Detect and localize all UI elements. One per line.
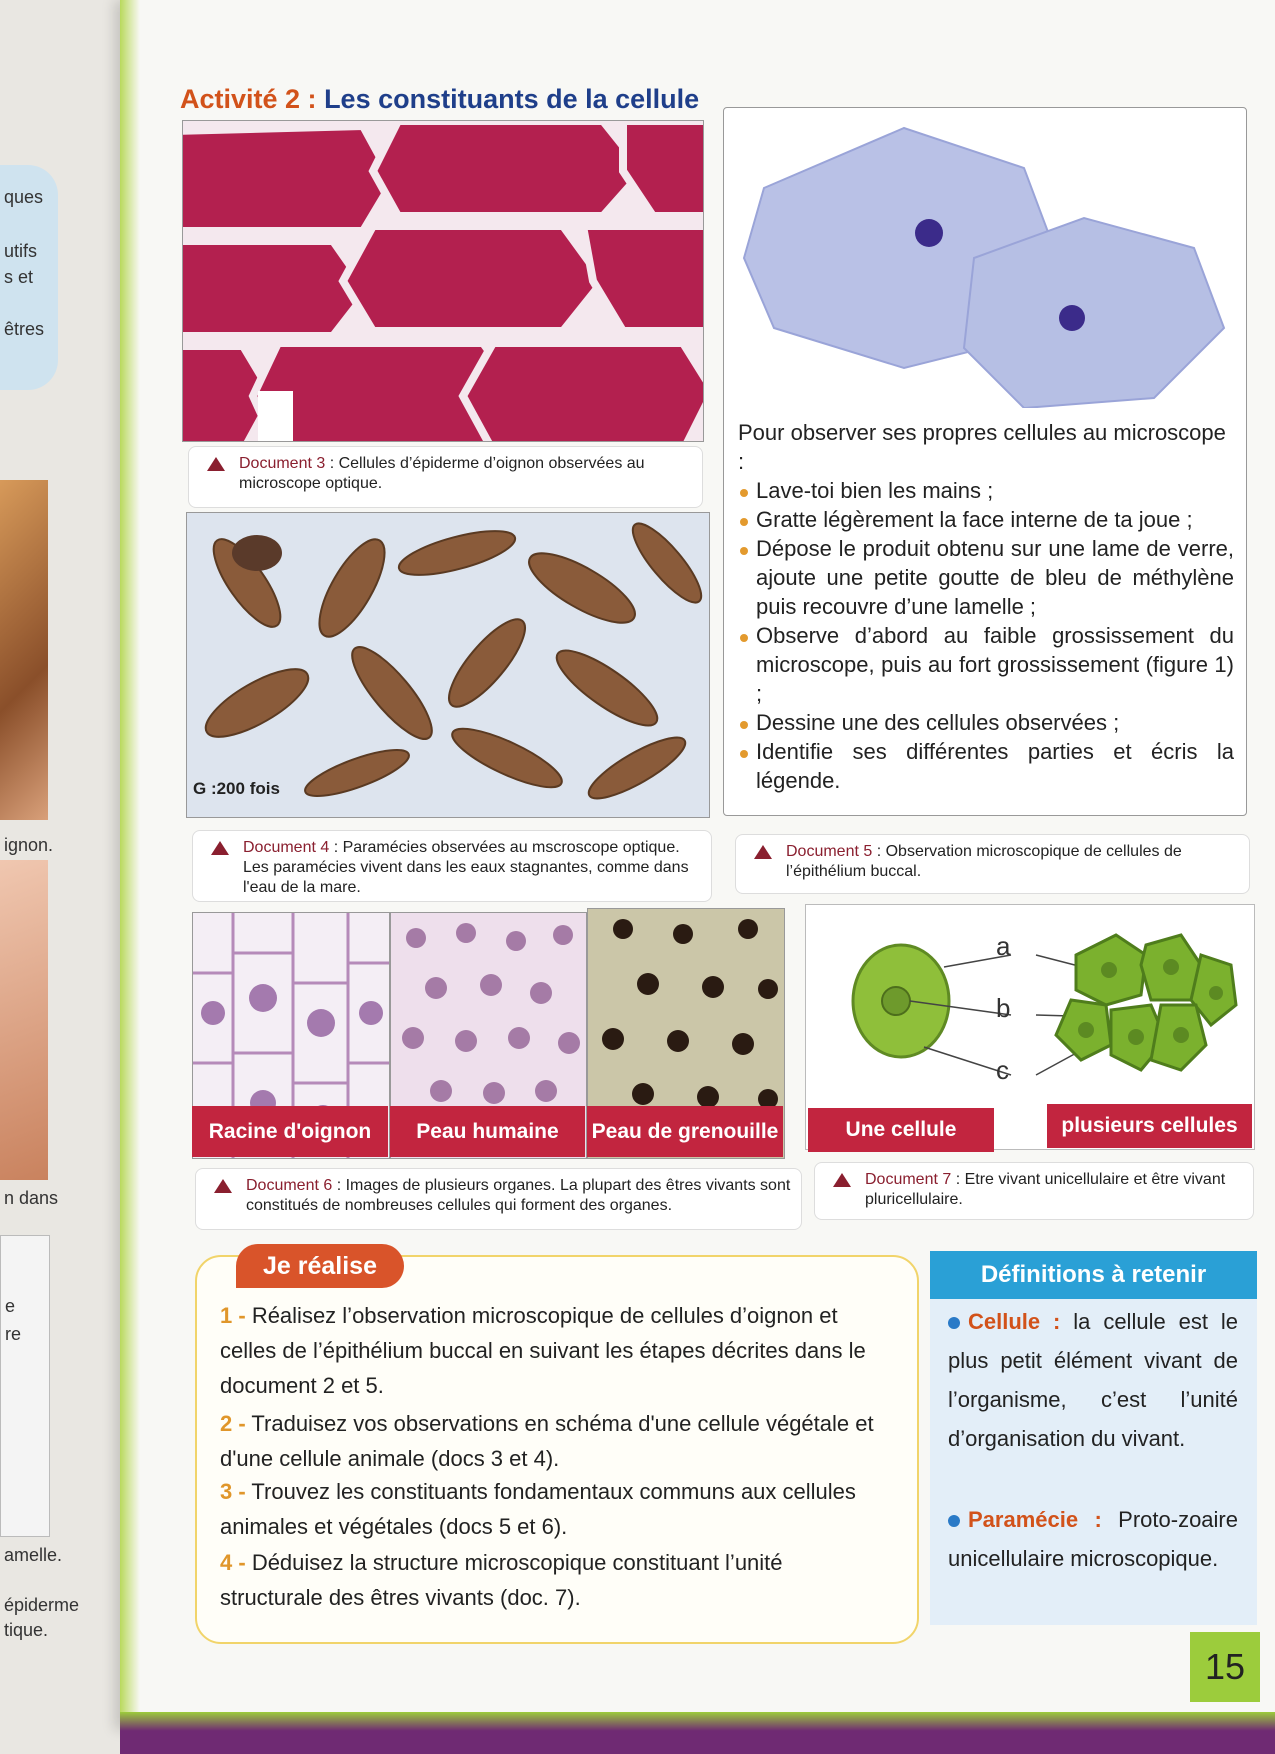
question-text: Réalisez l’observation microscopique de cellules d’oignon et celles de l’épithélium buccal en suivant les étapes décrites dans le document 2 et 5. bbox=[220, 1303, 866, 1398]
caption-text: : Images de plusieurs organes. La plupart des êtres vivants sont constitués de nombreuses cellules qui forment des organes. bbox=[246, 1177, 791, 1214]
definition-term: Cellule : bbox=[968, 1309, 1061, 1334]
paramecia-photo bbox=[186, 512, 710, 818]
document-4-caption bbox=[192, 830, 712, 902]
question-text: Traduisez vos observations en schéma d'une cellule végétale et d'une cellule animale (docs 3 et 4). bbox=[220, 1411, 874, 1471]
caption-text: : Etre vivant unicellulaire et être vivant pluricellulaire. bbox=[865, 1171, 1226, 1208]
definition-item bbox=[948, 1500, 1238, 1578]
question-item bbox=[220, 1474, 890, 1544]
prev-fragment: s et bbox=[4, 267, 34, 287]
bullet-icon bbox=[948, 1515, 960, 1527]
document-label: Document 7 bbox=[865, 1171, 952, 1188]
triangle-icon bbox=[754, 845, 772, 859]
triangle-icon bbox=[211, 841, 229, 855]
page-number: 15 bbox=[1190, 1632, 1260, 1702]
document-label: Document 6 bbox=[246, 1177, 333, 1194]
page-title bbox=[180, 84, 699, 115]
triangle-icon bbox=[207, 457, 225, 471]
definition-text: Proto-zoaire unicellulaire microscopique. bbox=[948, 1507, 1238, 1571]
definition-item bbox=[948, 1302, 1238, 1458]
definition-term: Paramécie : bbox=[968, 1507, 1102, 1532]
organ-label-onion-root: Racine d'oignon bbox=[192, 1106, 388, 1157]
instructions-intro: Pour observer ses propres cellules au microscope : bbox=[738, 420, 1226, 474]
question-item bbox=[220, 1545, 890, 1615]
document-label: Document 5 bbox=[786, 843, 873, 860]
prev-fragment: tique. bbox=[4, 1620, 49, 1640]
step-item: Lave-toi bien les mains ; bbox=[738, 476, 1234, 505]
buccal-cells-illustration bbox=[724, 108, 1246, 408]
multiple-cells-label: plusieurs cellules bbox=[1047, 1104, 1252, 1148]
organ-label-frog-skin: Peau de grenouille bbox=[587, 1106, 783, 1157]
cell-letter-b: b bbox=[996, 993, 1011, 1023]
magnification-label: G :200 fois bbox=[193, 779, 280, 798]
prev-photo bbox=[0, 860, 48, 1180]
definitions-title: Définitions à retenir bbox=[930, 1251, 1257, 1299]
prev-fragment: amelle. bbox=[4, 1545, 63, 1565]
onion-epidermis-photo bbox=[182, 120, 704, 442]
document-5-caption bbox=[735, 834, 1250, 894]
question-text: Trouvez les constituants fondamentaux communs aux cellules animales et végétales (docs 5 et 6). bbox=[220, 1479, 856, 1539]
document-7-caption bbox=[814, 1162, 1254, 1220]
step-item: Dépose le produit obtenu sur une lame de verre, ajoute une petite goutte de bleu de méthylène puis recouvre d’une lamelle ; bbox=[738, 534, 1234, 621]
step-item: Observe d’abord au faible grossissement du microscope, puis au fort grossissement (figure 1) ; bbox=[738, 621, 1234, 708]
cell-letter-c: c bbox=[996, 1055, 1009, 1085]
je-realise-title: Je réalise bbox=[236, 1244, 404, 1288]
question-item bbox=[220, 1298, 890, 1403]
prev-fragment: ignon. bbox=[4, 835, 54, 855]
prev-fragment: utifs bbox=[4, 241, 38, 261]
bullet-icon bbox=[948, 1317, 960, 1329]
document-label: Document 3 bbox=[239, 455, 326, 472]
definition-text: la cellule est le plus petit élément vivant de l’organisme, c’est l’unité d’organisation du vivant. bbox=[948, 1309, 1238, 1451]
prev-fragment: ques bbox=[4, 187, 44, 207]
step-item: Dessine une des cellules observées ; bbox=[738, 708, 1234, 737]
caption-text: : Paramécies observées au mscroscope optique. Les paramécies vivent dans les eaux stagnantes, comme dans l'eau de la mare. bbox=[243, 839, 689, 896]
question-item bbox=[220, 1406, 890, 1476]
triangle-icon bbox=[214, 1179, 232, 1193]
previous-page-tab bbox=[0, 165, 58, 390]
triangle-icon bbox=[833, 1173, 851, 1187]
step-item: Gratte légèrement la face interne de ta joue ; bbox=[738, 505, 1234, 534]
cells-diagram bbox=[806, 905, 1254, 1095]
document-label: Document 4 bbox=[243, 839, 330, 856]
activity-title: Les constituants de la cellule bbox=[324, 84, 700, 114]
question-number: 4 - bbox=[220, 1550, 246, 1575]
cell-letter-a: a bbox=[996, 931, 1011, 961]
prev-photo bbox=[0, 480, 48, 820]
step-item: Identifie ses différentes parties et écris la légende. bbox=[738, 737, 1234, 795]
observation-instructions bbox=[738, 418, 1234, 795]
caption-text: : Cellules d’épiderme d’oignon observées au microscope optique. bbox=[239, 455, 645, 492]
question-number: 1 - bbox=[220, 1303, 246, 1328]
question-number: 3 - bbox=[220, 1479, 246, 1504]
prev-fragment: épiderme bbox=[4, 1595, 80, 1615]
prev-frame bbox=[0, 1235, 50, 1537]
question-text: Déduisez la structure microscopique constituant l’unité structurale des êtres vivants (doc. 7). bbox=[220, 1550, 783, 1610]
bottom-bar bbox=[120, 1712, 1275, 1754]
prev-fragment: n dans bbox=[4, 1188, 59, 1208]
question-number: 2 - bbox=[220, 1411, 246, 1436]
paramecia-illustration bbox=[187, 513, 709, 817]
page-binding-edge bbox=[120, 0, 140, 1730]
organ-label-human-skin: Peau humaine bbox=[390, 1106, 585, 1157]
prev-fragment: e bbox=[5, 1296, 16, 1316]
single-cell-label: Une cellule bbox=[808, 1108, 994, 1152]
prev-fragment: re bbox=[5, 1324, 22, 1344]
prev-fragment: êtres bbox=[4, 319, 45, 339]
onion-cells-illustration bbox=[183, 121, 703, 441]
document-6-caption bbox=[195, 1168, 802, 1230]
document-3-caption bbox=[188, 446, 703, 508]
caption-text: : Observation microscopique de cellules de l’épithélium buccal. bbox=[786, 843, 1182, 880]
activity-number: Activité 2 : bbox=[180, 84, 317, 114]
